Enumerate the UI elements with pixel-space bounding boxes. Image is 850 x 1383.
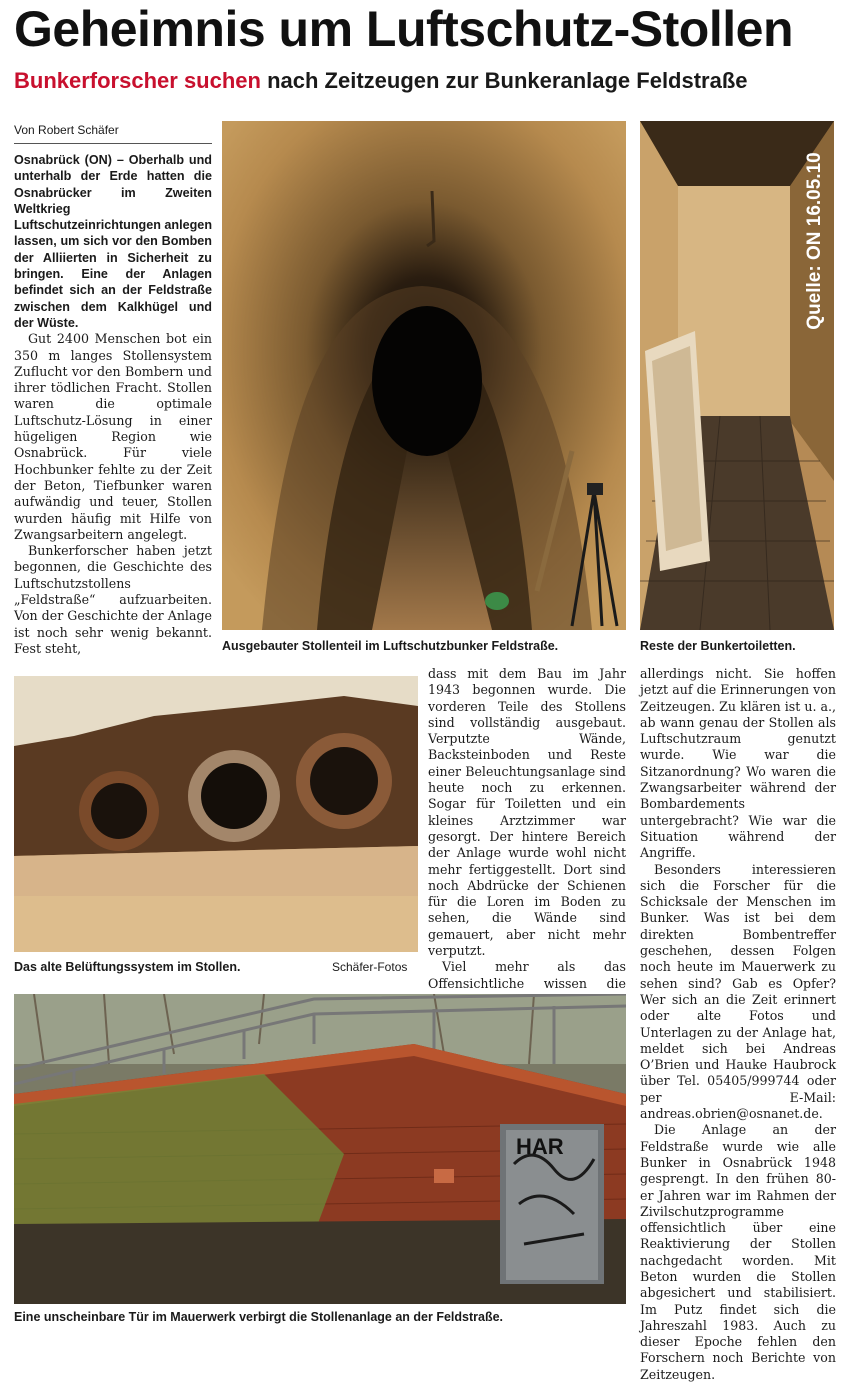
door-caption: Eine unscheinbare Tür im Mauerwerk verbirgt die Stollenanlage an der Feldstraße. [14,1310,504,1324]
ventilation-caption: Das alte Belüftungssystem im Stollen. [14,960,241,974]
tunnel-caption: Ausgebauter Stollenteil im Luftschutzbunker Feldstraße. [222,639,559,653]
article-paragraph: Viel mehr als das Offensichtliche wissen die [428,959,626,991]
article-column-3 [640,666,836,1383]
headline: Geheimnis um Luftschutz-Stollen [14,1,793,57]
subheadline-highlight: Bunkerforscher suchen [14,68,261,93]
article-paragraph: dass mit dem Bau im Jahr 1943 begonnen wurde. Die vorderen Teile des Stollens sind vollständig ausgebaut. Verputzte Wände, Backsteinboden und Reste einer Beleuchtungsanlage sind heute noch zu erkennen. Sogar für Toiletten und ein kleines Arztzimmer war gesorgt. Der hintere Bereich der Anlage wurde wohl nicht mehr fertiggestellt. Dort sind noch Abdrücke der Schienen für die Loren im Boden zu sehen, die Wände sind gemauert, aber nicht mehr verputzt. [428,666,626,959]
article-column-2 [428,666,626,1008]
toilets-caption: Reste der Bunkertoiletten. [640,639,796,653]
article-paragraph: Die Anlage an der Feldstraße wurde wie alle Bunker in Osnabrück 1948 gesprengt. In den frühen 80-er Jahren war im Rahmen der Zivilschutzprogramme offensichtlich über eine Reaktivierung der Stollen nachgedacht worden. Mit Beton wurden die Stollen abgesichert und stabilisiert. Im Putz findet sich die Jahreszahl 1983. Auch zu dieser Epoche fehlen den Forschern noch Berichte von Zeitzeugen. [640,1122,836,1382]
article-paragraph: Gut 2400 Menschen bot ein 350 m langes Stollensystem Zuflucht vor den Bombern und ihrer tödlichen Fracht. Stollen waren die optimale Luftschutz-Lösung in einer hügeligen Region wie Osnabrück. Für viele Hochbunker fehlte zu der Zeit der Beton, Tiefbunker waren aufwändig und teuer, Stollen wurden häufig mit Hilfe von Zwangsarbeitern angelegt. [14,331,212,542]
ventilation-photo [14,676,418,952]
door-graffiti: HAR [516,1134,564,1159]
source-note [798,130,832,352]
article-paragraph: Bunkerforscher haben jetzt begonnen, die Geschichte des Luftschutzstollens „Feldstraße“ aufzuarbeiten. Von der Geschichte der Anlage ist noch sehr wenig bekannt. Fest steht, [14,543,212,656]
article-paragraph: Besonders interessieren sich die Forscher für die Schicksale der Menschen im Bunker. Was ist bei dem direkten Bombentreffer geschehen, dessen Folgen noch heute im Mauerwerk zu sehen sind? Gab es Opfer? Wer sich an die Zeit erinnert oder alte Fotos und Unterlagen zu der Anlage hat, meldet sich bei Andreas O’Brien und Hauke Haubrock über Tel. 05405/999744 oder per E-Mail: andreas.obrien@osnanet.de. [640,861,836,1122]
photo-credit: Schäfer-Fotos [332,960,408,974]
article-column-1 [14,152,212,657]
byline-rule [14,143,212,144]
source-note-text: Quelle: ON 16.05.10 [804,152,825,330]
subheadline [14,66,748,96]
article-paragraph: allerdings nicht. Sie hoffen jetzt auf die Erinnerungen von Zeitzeugen. Zu klären ist u. a., ab wann genau der Stollen als Luftschutzraum genutzt wurde. Wie war die Sitzanordnung? Wo waren die Zwangsarbeiter während der Bombardements untergebracht? Wie war die Situation während der Angriffe. [640,666,836,861]
tunnel-photo [222,121,626,630]
byline: Von Robert Schäfer [14,123,119,137]
subheadline-rest: nach Zeitzeugen zur Bunkeranlage Feldstraße [260,68,748,93]
door-photo [14,994,626,1304]
article-lead: Osnabrück (ON) – Oberhalb und unterhalb der Erde hatten die Osnabrücker im Zweiten Weltkrieg Luftschutzeinrichtungen anlegen lassen, um sich vor den Bomben der Alliierten in Sicherheit zu bringen. Eine der Anlagen befindet sich an der Feldstraße zwischen dem Kalkhügel und der Wüste. [14,153,213,330]
